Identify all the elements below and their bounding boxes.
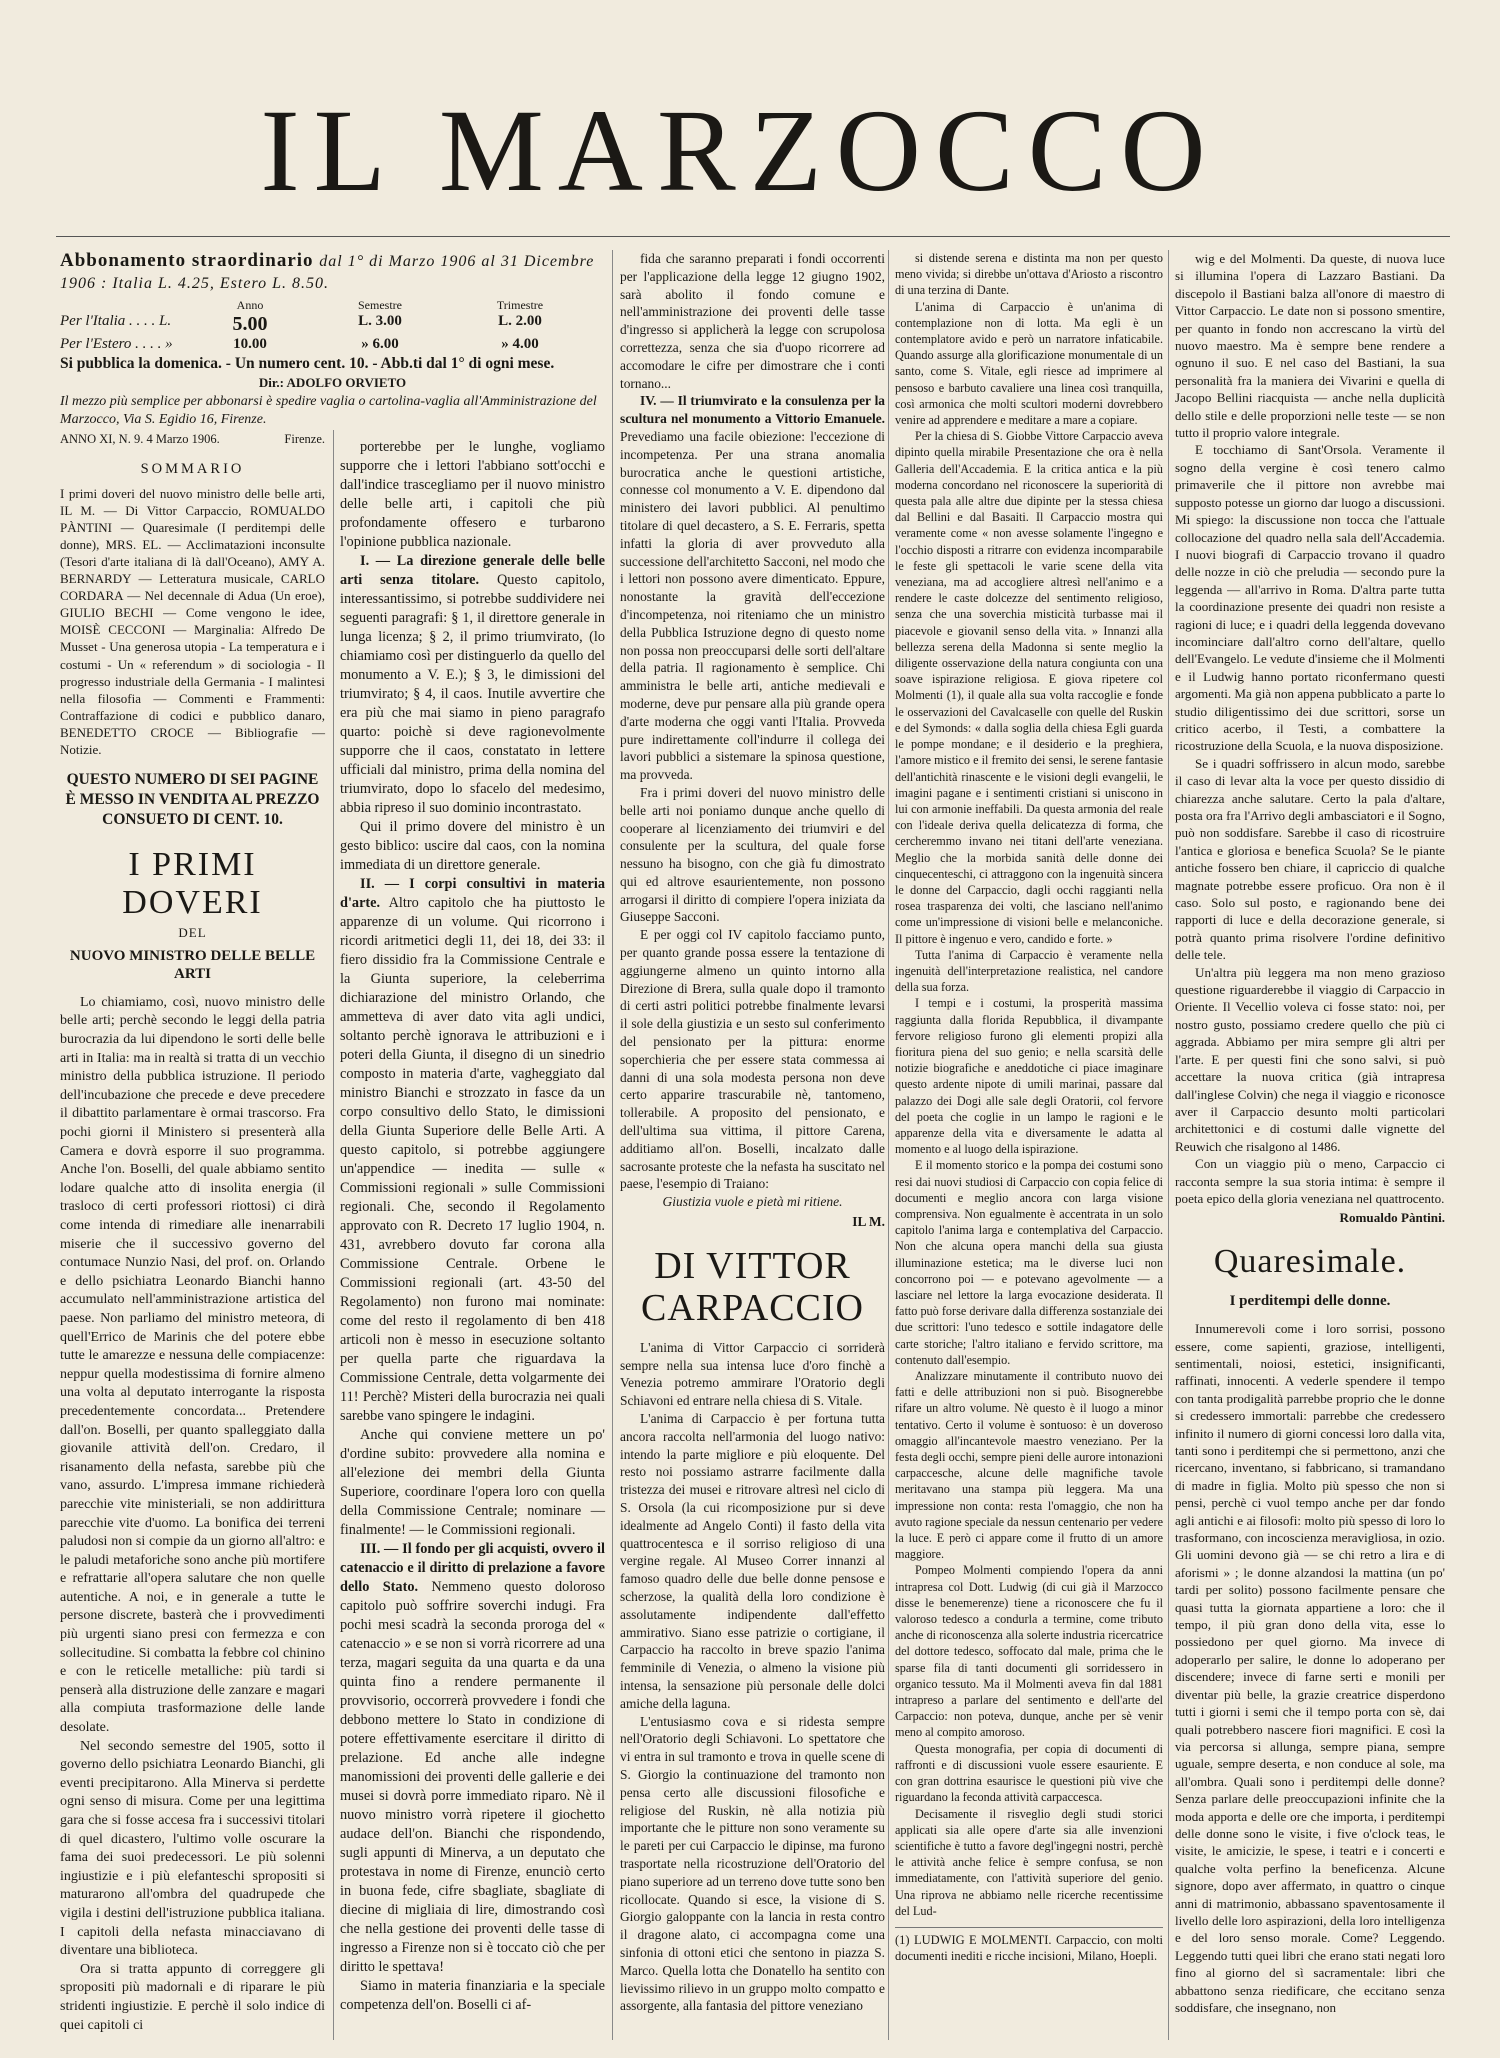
rates-italia-sem: L. 3.00	[358, 313, 402, 329]
rates-table	[60, 298, 605, 353]
paragraph: E il momento storico e la pompa dei costumi sono resi dai nuovi studiosi di Carpaccio con copia felice di documenti e meglio ancora con larga visione comprensiva. Non egualmente è accentrata in un solo capitolo l'anima larga e contemplativa del Carpaccio. Non che alcuna opera manchi della sua giusta illuminazione estetica; ma le diverse luci non concorrono poi — e potevano agevolmente — a lasciare nel lettore la larga evocazione desiderata. Il fatto può forse derivare dalla differenza sostanziale dei due scrittori: l'uno tedesco e sottile indagatore delle carte storiche; l'altro italiano e fervido scrittore, ma contenuto dall'esempio.	[895, 1158, 1163, 1367]
issue-number: ANNO XI, N. 9. 4 Marzo 1906.	[60, 432, 220, 446]
paragraph: fida che saranno preparati i fondi occorrenti per l'applicazione della legge 12 giugno 1902, sarà abolito il fondo comune e nell'amministrazione dei proventi delle tasse d'ingresso si applicherà la legge con scrupolosa correttezza, senza che sia d'uopo ricorrere ad accomodare le cifre per dimostrare che i conti tornano...	[620, 251, 885, 391]
section-heading: IV. — Il triumvirato e la consulenza per la scultura nel monumento a Vittorio Emanuele.	[620, 393, 885, 427]
signature-ilm: IL M.	[852, 1214, 885, 1230]
column-divider	[1168, 250, 1169, 2040]
paragraph: Un'altra più leggera ma non meno grazioso questione riguarderebbe il viaggio di Carpaccio in Oriente. Il Vecellio voleva ci fosse stato: noi, per nostro gusto, possiamo credere quello che più ci aggrada. Abbiamo per mira sempre gli altri per l'arte. E per questi fini che sono salvi, si può accettare la nuova critica (già intrapresa dall'inglese Colvin) che nega il viaggio e riconosce aver il Carpaccio desunto molti particolari architettonici e di costumi dalle vignette del Reuwich che risalgono al 1486.	[1175, 964, 1445, 1154]
section-heading: III. — Il fondo per gli acquisti, ovvero il catenaccio e il diritto di prelazione a favore dello Stato.	[340, 1541, 605, 1595]
paragraph: Anche qui conviene mettere un po' d'ordine subito: provvedere alla nomina e all'elezione dei membri della Giunta Superiore, coordinare l'opera loro con quella della Commissione Centrale; nominare — finalmente! — le Commissioni regionali.	[340, 1427, 605, 1538]
paragraph: Questo capitolo, interessantissimo, si potrebbe suddividere nei seguenti paragrafi: § 1, il direttore generale in lunga licenza; § 2, il primo triumvirato, (lo chiamiamo così per distinguerlo da quello del monumento a V. E.); § 3, le dimissioni del triumvirato; § 4, il caos. Inutile avvertire che era più che mai siamo in pieno paragrafo quarto: poichè si deve ragionevolmente supporre che il caos, constatato in lettere ufficiali dal ministro, prima della nomina del triumvirato, dopo lo sfacelo del medesimo, abbia ripreso il suo dominio incontrastato.	[340, 572, 605, 816]
paragraph: Nel secondo semestre del 1905, sotto il governo dello psichiatra Leonardo Bianchi, gli eventi precipitarono. Alla Minerva si perdette ogni senso di misura. Come per una legittima gara che si fosse accesa fra i successivi titolari di quel dicastero, l'ultimo volle oscurare la fama dei suoi predecessori. Le più solenni ingiustizie e i più elefanteschi spropositi si maturarono all'ombra del quadrupede che vigila i destini dell'istruzione pubblica italiana. I capitoli della nefasta minacciavano di diventare una biblioteca.	[60, 1738, 325, 1959]
paragraph: si distende serena e distinta ma non per questo meno vivida; si direbbe un'ottava d'Ariosto a riscontro di una terzina di Dante.	[895, 251, 1163, 298]
issue-city: Firenze.	[284, 432, 325, 446]
article-title-carpaccio: DI VITTOR CARPACCIO	[640, 1244, 864, 1329]
section-heading: II. — I corpi consultivi in materia d'arte.	[340, 876, 605, 911]
paragraph: Pompeo Molmenti compiendo l'opera da anni intrapresa col Dott. Ludwig (di cui già il Marzocco disse le benemerenze) tiene a riconoscere che fu il valoroso tedesco a condurla a termine, come tributo anche di riconoscenza alla solerte industria ricercatrice del dottore tedesco, soffocato dal male, prima che le sparse fila di tanti documenti gli sorridessero in organico tessuto. Ma il Molmenti aveva fin dal 1881 intrapreso a parlare del sentimento e dell'arte del Carpaccio: non poteva, dunque, anche per sè venir meno al compito amoroso.	[895, 1563, 1163, 1740]
column-5	[1175, 250, 1445, 2016]
paragraph: Nemmeno questo doloroso capitolo può soffrire soverchi indugi. Fra pochi mesi scadrà la seconda proroga del « catenaccio » e se non si vorrà ricorrere ad una terza, magari seguita da una quarta e da una quinta fino a rendere permanente il provvisorio, occorrerà provvedere i fondi che debbono mettere lo Stato in condizione di potere effettivamente esercitare il diritto di prelazione. Ed anche alle indegne manomissioni dei proventi delle gallerie e dei musei si dovrà porre immediato riparo. Nè il nuovo ministro vorrà ripetere il giochetto audace dell'on. Bianchi che rispondendo, sugli appunti di Minerva, a un deputato che protestava in nome di Firenze, enunciò certo in buona fede, cifre sbagliate, sbagliate di diecine di migliaia di lire, dimostrando così che nella gestione dei proventi delle tasse di ingresso a Firenze non si è toccato ciò che per diritto le spettava!	[340, 1579, 606, 1975]
paragraph: porterebbe per le lunghe, vogliamo supporre che i lettori l'abbiano sott'occhi e dall'indice trascegliamo per il nuovo ministro delle belle arti, i capitoli che più profondamente offesero e turbarono l'opinione pubblica nazionale.	[340, 439, 605, 550]
paragraph: Prevediamo una facile obiezione: l'eccezione di incompetenza. Per una strana anomalia burocratica anche le questioni artistiche, connesse col monumento a V. E. dipendono dal ministero dei lavori pubblici. Al penultimo titolare di quel decastero, a S. E. Ferraris, spetta infatti la gloria di aver provveduto alla successione dell'architetto Sacconi, nel modo che i lettori non possono avere dimenticato. Eppure, nonostante la gravità dell'eccezione d'incompetenza, noi riteniamo che un ministro della Pubblica Istruzione degno di questo nome non possa non preoccuparsi delle sorti dell'altare della patria. Il ragionamento è semplice. Chi amministra le belle arti, antiche medievali e moderne, deve pur pensare alla più grande opera d'arte moderna che oggi vanti l'Italia. Provveda pure indirettamente coll'indurre il collega dei lavori pubblici a sistemare la spinosa questione, ma provveda.	[620, 428, 885, 783]
signature-pantini: Romualdo Pàntini.	[1339, 1210, 1445, 1226]
subscription-block	[60, 250, 605, 447]
director-line: Dir.: ADOLFO ORVIETO	[258, 375, 407, 390]
rates-estero-tri: » 4.00	[501, 336, 539, 352]
column-4	[895, 250, 1163, 1964]
paragraph: I tempi e i costumi, la prosperità massima raggiunta dalla florida Repubblica, il divampante fervore religioso furono gli elementi propizi alla fioritura piena del suo genio; e nella scarsità delle notizie biografiche e aneddotiche ci piace imaginare questo ardente nipote di umili marinai, passare dal palazzo dei Dogi alle sale degli Oratorii, col fervore del poeta che coglie in un lampo le ragioni e le apparenze della vita e diversamente le adatta al momento e al luogo della ispirazione.	[895, 996, 1163, 1157]
rates-italia-anno: 5.00	[232, 313, 268, 335]
sommario-text: I primi doveri del nuovo ministro delle belle arti, IL M. — Di Vittor Carpaccio, ROMUALDO PÀNTINI — Quaresimale (I perditempi delle donne), MRS. EL. — Acclimatazioni inconsulte (Tesori d'arte italiana di là dall'Oceano), AMY A. BERNARDY — Letteratura musicale, CARLO CORDARA — Nel decennale di Adua (Un eroe), GIULIO BECHI — Come vengono le idee, MOISÈ CECCONI — Marginalia: Alfredo De Musset - Una generosa utopia - La temperatura e i costumi - Un « referendum » di sociologia - Il progresso industriale della Germania - I malintesi nella filosofia — Commenti e Frammenti: Contraffazione di codici e pubblico danaro, BENEDETTO CROCE — Bibliografie — Notizie.	[60, 485, 325, 757]
paragraph: L'anima di Carpaccio è un'anima di contemplazione non di lotta. Ma egli è un contemplatore avido e però un narratore infaticabile. Quando assurge alla glorificazione monumentale di un santo, come S. Vitale, egli riesce ad imprimere al pensoso e barbuto cavaliere una linea così tranquilla, così armonica che molti scultori moderni dovrebbero venire ad apprendere e meditare a mare a copiare.	[895, 299, 1163, 428]
paragraph: Qui il primo dovere del ministro è un gesto biblico: uscire dal caos, con la nomina immediata di un direttore generale.	[340, 819, 605, 873]
issue-dateline	[60, 432, 325, 447]
paragraph: E per oggi col IV capitolo facciamo punto, per quanto grande possa essere la tentazione di aggiungerne almeno un quinto intorno alla Direzione di Brera, sulla quale dopo il tramonto di certi astri politici potrebbe finalmente levarsi il sole della giustizia e un sesto sul conferimento del pensionato per la pittura: enorme soperchieria che per essere stata commessa ai danni di una sola modesta persona non deve certo apparire trascurabile nè, tantomeno, tollerabile. A proposito del pensionato, e dell'ultima sua vittima, il pittore Carena, additiamo all'on. Boselli, incalzato dalle sacrosante proteste che la nefasta ha suscitato nel paese, l'esempio di Traiano:	[620, 927, 885, 1192]
column-divider	[333, 430, 334, 2040]
header-rule	[56, 236, 1450, 237]
paragraph: L'anima di Vittor Carpaccio ci sorriderà sempre nella sua intensa luce d'oro finchè a Venezia potremo ammirare l'Oratorio degli Schiavoni ed entrare nella chiesa di S. Vitale.	[620, 1339, 885, 1409]
sale-notice: QUESTO NUMERO DI SEI PAGINE È MESSO IN VENDITA AL PREZZO CONSUETO DI CENT. 10.	[65, 771, 320, 829]
paragraph: wig e del Molmenti. Da queste, di nuova luce si illumina l'opera di Lazzaro Bastiani. Da discepolo il Bastiani balza all'onore di maestro di Vittor Carpaccio. Le date non si possono smentire, per quanto in fondo non accrescano la virtù del nuovo maestro. Ma è sempre bene rendere a ognuno il suo. E nel caso del Bastiani, la sua personalità fra la maniera dei Vivarini e quella di Jacopo Bellini riacquista — anche nella duplicità dello stile e delle proporzioni nelle teste — se non tutto il proprio valore integrale.	[1175, 251, 1445, 441]
rates-estero-sem: » 6.00	[361, 336, 399, 352]
paragraph: Altro capitolo che ha piuttosto le apparenze di un volume. Qui ricorrono i ricordi aritmetici degli 11, dei 18, dei 33: il fiero dissidio fra la Commissione Centrale e la Giunta superiore, la celeberrima dichiarazione del ministro Orlando, che ammetteva di aver dato vita agli undici, soltanto perchè ignorava le attribuzioni e i poteri della Giunta, il disegno di un sinedrio composto in materia d'arte, vagheggiato dal ministro Bianchi e strozzato in fasce da un corpo consultivo dello Stato, le dimissioni della Giunta Superiore delle Belle Arti. A questo capitolo, si potrebbe aggiungere un'appendice — inedita — sulle « Commissioni regionali » sulle Commissioni regionali. Che, secondo il Regolamento approvato con R. Decreto 17 luglio 1904, n. 431, avrebbero dovuto far corona alla Commissione Centrale. Orbene le Commissioni regionali (art. 43-50 del Regolamento) non furono mai nominate: come del resto il regolamento di ben 418 articoli non è messo in esecuzione soltanto per quella parte che riguardava la Commissione Centrale, detta volgarmente dei 11! Perchè? Misteri della burocrazia nei quali sarebbe vano spingere le indagini.	[340, 895, 605, 1424]
paragraph: Questa monografia, per copia di documenti di raffronti e di discussioni vuole essere esauriente. E con gran dottrina esaurisce le questioni più vive che riguardano la feconda attività carpaccesca.	[895, 1741, 1163, 1805]
column-divider	[612, 250, 613, 2040]
subscription-note: Il mezzo più semplice per abbonarsi è spedire vaglia o cartolina-vaglia all'Amministrazione del Marzocco, Via S. Egidio 16, Firenze.	[60, 394, 597, 427]
paragraph: Fra i primi doveri del nuovo ministro delle belle arti noi poniamo dunque anche quello di cooperare al licenziamento dei triumviri e del consulente per la scultura, del quale forse nessuno ha bisogno, con che già fu dimostrato qui ed altrove esaurientemente, non possono arrogarsi il diritto di compiere l'opera iniziata da Giuseppe Sacconi.	[620, 784, 885, 925]
paragraph: Se i quadri soffrissero in alcun modo, sarebbe il caso di levar alta la voce per questo dissidio di chiarezza anche salutare. Certo la pala d'altare, posta ora fra l'Arrivo degli ambasciatori e il Sogno, può non soddisfare. Sarebbe il caso di ricostruire l'antica e gloriosa e benefica Scuola? Se le piante antiche fossero ben chiare, il capriccio di qualche magnate potrebbe essere proficuo. Ora non è il caso. Solo sul posto, e ragionando bene dei rapporti di luce e della decorazione generale, si potrà quanto prima risolvere l'ordine definitivo delle tele.	[1175, 755, 1445, 963]
paragraph: L'anima di Carpaccio è per fortuna tutta ancora raccolta nell'armonia del luogo nativo: intendo la parte migliore e più eloquente. Del resto noi possiamo astrarre facilmente dalla tristezza dei musei e ritrovare altresì nel ciclo di S. Orsola (la cui ricomposizione pur si deve idealmente ad Angelo Conti) il fasto della vita quattrocentesca e il sorriso religioso di una vergine regale. Al Museo Correr innanzi al famoso quadro delle due belle donne pensose e scherzose, la qualità della loro condizione è assolutamente indipendente dall'effetto ammirativo. Siano esse patrizie o cortigiane, il Carpaccio ha raccolto in breve spazio l'anima femminile di Venezia, o almeno la visione più intensa, la sensazione più personale delle dolci amiche della laguna.	[620, 1411, 885, 1711]
subscription-title: Abbonamento straordinario	[60, 250, 314, 271]
paragraph: Lo chiamiamo, così, nuovo ministro delle belle arti; perchè secondo le leggi della patria burocrazia da lui dipendono le sorti delle belle arti in Italia: ma in realtà si tratta di un vecchio ministro della pubblica istruzione. Il periodo dell'incubazione che precede e deve precedere il dibattito parlamentare è ormai trascorso. Fra pochi giorni il Ministero si presenterà alla Camera e dovrà esporre il suo programma. Anche l'on. Boselli, del quale abbiamo sentito lodare qualche atto di insolita energia (il trasloco di certi professori riottosi) ci dirà come intenda di rimediare alle inenarrabili miserie che il successivo governo del contumace Nunzio Nasi, del prof. on. Orlando e dello psichiatra Leonardo Bianchi hanno accumulato nell'amministrazione artistica del paese. Non parliamo del ministro meteora, di quell'Errico de Marinis che del potere ebbe tutte le amarezze e nessuna delle compiacenze: neppur quella modestissima di fornire almeno una volta al deputato interrogante la risposta precedentemente concordata... Pretendere dall'on. Boselli, per quanto spalleggiato dalla giovanile attività dell'on. Credaro, il risanamento della nefasta, sarebbe più che vano, assurdo. L'impresa immane richiederà parecchie vite ministeriali, se non addirittura parecchie vite d'uomo. La bonifica dei terreni paludosi non si compie da un giorno all'altro: e le paludi metaforiche sono anche più mortifere e refrattarie all'opera salutare che non quelle autentiche. A noi, e in generale a tutte le persone discrete, basterà che i provvedimenti più urgenti siano presi con fermezza e con sollecitudine. Si combatta la febbre col chinino e con le reticelle metalliche: più tardi si penserà alla distruzione delle zanzare e magari alla compiuta trasformazione delle lande desolate.	[60, 994, 325, 1736]
sommario-heading: SOMMARIO	[140, 461, 245, 477]
column-1	[60, 450, 325, 2035]
publication-line: Si pubblica la domenica. - Un numero cent. 10. - Abb.ti dal 1° di ogni mese.	[60, 355, 555, 372]
rates-header-anno: Anno	[236, 298, 264, 312]
paragraph: Decisamente il risveglio degli studi storici applicati sia alle opere d'arte sia alle invenzioni scientifiche è tutto a favore degl'ingegni nostri, perchè le attività anche felice è sempre confusa, se non immediatamente, con l'attività superiore del genio. Una riprova ne abbiamo nelle ricerche recentissime del Lud-	[895, 1806, 1163, 1918]
masthead-title: IL MARZOCCO	[260, 85, 1220, 216]
paragraph: Tutta l'anima di Carpaccio è veramente nella ingenuità dell'interpretazione realistica, nel candore della sua forza.	[895, 947, 1163, 995]
column-divider	[888, 250, 889, 2040]
paragraph: Innumerevoli come i loro sorrisi, possono essere, come sapienti, graziose, intelligenti, sentimentali, noiosi, estetici, insignificanti, raffinati, innocenti. A vederle spendere il tempo con tanta prodigalità parrebbe proprio che le donne si credessero immortali: parrebbe che credessero infinito il numero di giorni concessi loro dalla vita, tanti sono i perditempi che si permettono, anzi che ricercano, inventano, si fabbricano, si tramandano di madre in figlia. Molto più spesso che non si pensi, perchè ci vuol tempo anche per dar fondo agli antichi e ai filosofi: molto più spesso di loro lo trasformano, con incoscienza meravigliosa, in ozio. Gli uomini devono già — se chi retro a lira e di aforismi » ; le donne alzandosi la mattina (un po' tardi per solito) possono facilmente pensare che quasi tutta la giornata appartiene a loro: che il tempo, il più gran dono della vita, esse lo possiedono per quel giorno. Ma invece di adoperarlo per salire, le donne lo adoperano per discendere; invece di farne serti e monili per diventar più belle, la grazie creatrice disperdono tutti i giorni i semi che il tempo porta con sè, dai quali potrebbero nascere fiori magnifici. E così la via percorsa si allunga, sempre piana, sempre uguale, sempre deserta, e non conduce al sole, ma all'ombra. Quali sono i perditempi delle donne? Senza parlare delle preoccupazioni infinite che la moda apporta e delle ore che importa, i perditempi delle donne sono le visite, i five o'clock teas, le visite, le amicizie, le spese, i teatri e i concerti e qualche volta perfino la beneficenza. Alcune signore, dopo aver affermato, in quattro o cinque anni di matrimonio, abbassano spaventosamente il livello delle loro aspirazioni, della loro intelligenza e del loro senso morale. Come? Leggendo. Leggendo tutti quei libri che erano stati negati loro fino al giorno del sì sacramentale: libri che abbattono senza riedificare, che eccitano senza soddisfare, che insegnano, non	[1175, 1321, 1445, 2015]
paragraph: Per la chiesa di S. Giobbe Vittore Carpaccio aveva dipinto quella mirabile Presentazione che ora è nella Galleria dell'Accademia. E la critica antica e la più moderna concordano nel riconoscere la superiorità di questa pala alle altre due dipinte per la stessa chiesa dal Bellini e dal Basaiti. Il Carpaccio mostra qui veramente come « non avesse solamente l'ingegno e l'occhio disposti a ritrarre con evidenza incomparabile le feste gli spettacoli le varie scene della vita veneziana, ma ad accogliere altresì nell'animo e a rendere le caste dolcezze del sentimento religioso, senza che una soverchia misticità turbasse mai il piacevole e giovanil senso della vita. » Innanzi alla bellezza serena della Madonna si sente meglio la diligente osservazione della natura congiunta con una soave ispirazione religiosa. E giova ripetere col Molmenti (1), il quale alla sua volta raccoglie e fonde le osservazioni del Cavalcaselle con quelle del Ruskin e del Symonds: « dalla soglia della chiesa Egli guarda le pompe mondane; e il desiderio e la preghiera, l'amore mistico e il fremito dei sensi, le serene fantasie dell'antichità rinascente e le visioni degli evangelii, le imagini pagane e i sentimenti cristiani si uniscono in lui con armonie ineffabili. Da questa armonia del reale con l'ideale deriva quella delicatezza di forma, che cercheremmo invano nei titani dell'arte veneziana. Meglio che la morbida sanità delle donne dei cinquecenteschi, ci attraggono con la ingenuità sincera le donne del Carpaccio, dagli occhi raggianti nella rosea trasparenza dei volti, che lasciano nell'animo come un'impressione di visioni belle e melanconiche. Il pittore è ingenuo e vero, candido e forte. »	[895, 429, 1163, 946]
rates-header-semestre: Semestre	[358, 298, 402, 312]
rates-estero-anno: 10.00	[233, 336, 267, 352]
rates-italia-label: Per l'Italia . . . . L.	[60, 313, 172, 329]
column-3	[620, 250, 885, 2015]
paragraph: L'entusiasmo cova e si ridesta sempre nell'Oratorio degli Schiavoni. Lo spettatore che vi entra in sul tramonto e trova in quelle scene di S. Giorgio la continuazione del tramonto non pensa certo alle discussioni filosofiche e religiose del Ruskin, nè alla notizia più importante che le pitture non sono veramente su le pareti per cui Carpaccio le dipinse, ma furono trasportate nella ricostruzione dell'Oratorio del piano superiore ad un terreno dove tutte sono ben ricollocate. Quando si esce, la visione di S. Giorgio galoppante con la lancia in resta contro il dragone alato, ci accompagna come una sinfonia di ottoni etici che sentono in piazza S. Marco. Quella lotta che Donatello ha sentito con lievissimo rilievo in un gruppo molto compatto e assorgente, alla fantasia del pittore veneziano	[620, 1713, 885, 2014]
rates-estero-label: Per l'Estero . . . . »	[60, 336, 173, 352]
paragraph: E tocchiamo di Sant'Orsola. Veramente il sogno della vergine è così tenero calmo primaverile che il pittore non avrebbe mai supposto potesse un giorno dar luogo a discussioni. Mi spiego: la discussione non tocca che l'attuale collocazione del quadro nella sala dell'Accademia. I nuovi biografi di Carpaccio trovano il quadro delle nozze in ciò che preludia — secondo pure la leggenda — all'arrivo in Roma. D'altra parte tutta la coordinazione presente dei quadri non resiste a ragioni di luce; e i quadri della leggenda dovevano incominciare dall'altro corno dell'altare, quello dell'Evangelo. Le vedute d'insieme che il Molmenti e il Ludwig hanno portato riconfermano questi argomenti. Ma già non appena pubblicato a parte lo studio diligentissimo dei due scrittori, sorse un critico acerbo, il Testi, a combattere la ricostruzione della Scuola, e la nuova disposizione.	[1175, 442, 1445, 754]
article-subtitle-quaresimale: I perditempi delle donne.	[1229, 1292, 1391, 1309]
paragraph: Ora si tratta appunto di correggere gli spropositi più madornali e di riparare le più stridenti ingiustizie. E perchè il solo indice di quei capitoli ci	[60, 1961, 325, 2033]
quote-line: Giustizia vuole e pietà mi ritiene.	[662, 1194, 843, 1210]
article-title-del: DEL	[178, 925, 207, 941]
section-heading: I. — La direzione generale delle belle arti senza titolare.	[340, 553, 605, 588]
column-2	[340, 438, 605, 2015]
article-title-quaresimale: Quaresimale.	[1213, 1242, 1407, 1280]
article-subtitle: NUOVO MINISTRO DELLE BELLE ARTI	[69, 947, 316, 983]
paragraph: Con un viaggio più o meno, Carpaccio ci racconta sempre la sua storia intima: è sempre il poeta epico della gloria veneziana nel quattrocento.	[1175, 1156, 1445, 1206]
footnote: (1) LUDWIG E MOLMENTI. Carpaccio, con molti documenti inediti e ricche incisioni, Milano, Hoepli.	[895, 1927, 1163, 1964]
paragraph: Siamo in materia finanziaria e la speciale competenza dell'on. Boselli ci af-	[340, 1978, 605, 2013]
paragraph: Analizzare minutamente il contributo nuovo dei fatti e delle attribuzioni non si può. Bisognerebbe rifare un altro volume. Nè questo è il luogo a minor tentativo. Certo il volume è sontuoso: è un doveroso omaggio all'incantevole maestro veneziano. Per la festa degli occhi, sempre pieni delle aurore intonazioni carpaccesche, alcune delle magnifiche tavole meritavano una stampa più leggera. Ma una impressione non conta: resta l'omaggio, che non ha avuto ragione speciale da nessun centenario per vedere la luce. E però ci appare come il frutto di un amore maggiore.	[895, 1369, 1163, 1562]
article-title-primi-doveri: I PRIMI DOVERI	[122, 846, 263, 922]
rates-italia-tri: L. 2.00	[498, 313, 542, 329]
rates-header-trimestre: Trimestre	[496, 298, 544, 312]
subscription-detail: dal 1° di Marzo 1906 al 31 Dicembre 1906 : Italia L. 4.25, Estero L. 8.50.	[60, 253, 595, 292]
